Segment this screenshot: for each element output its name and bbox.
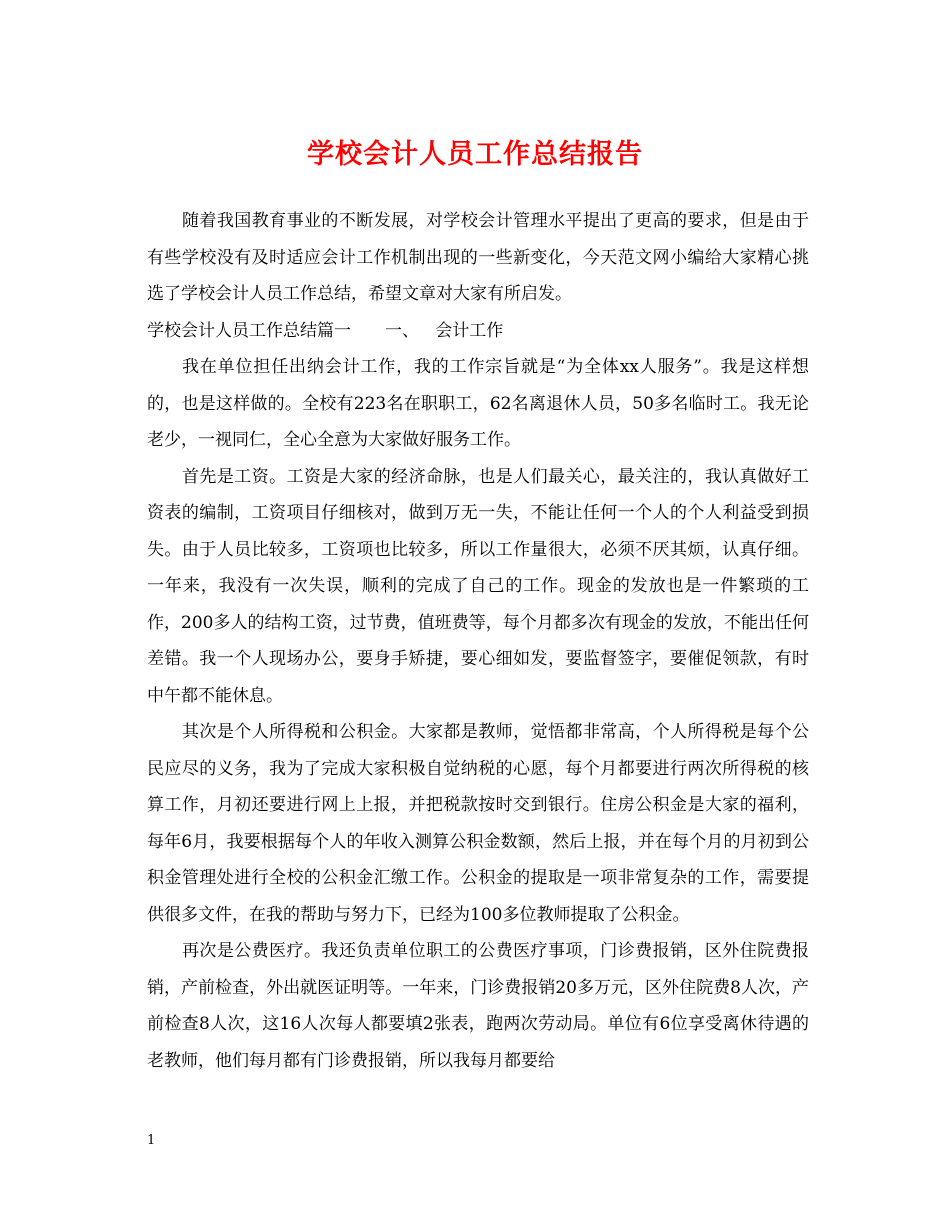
page-number: 1 <box>147 1133 156 1148</box>
section-heading <box>147 313 809 350</box>
intro-paragraph: 随着我国教育事业的不断发展，对学校会计管理水平提出了更高的要求，但是由于有些学校没有及时适应会计工作机制出现的一些新变化，今天范文网小编给大家精心挑选了学校会计人员工作总结，希望文章对大家有所启发。 <box>147 211 809 304</box>
body-paragraph: 再次是公费医疗。我还负责单位职工的公费医疗事项，门诊费报销，区外住院费报销，产前检查，外出就医证明等。一年来，门诊费报销20多万元，区外住院费8人次，产前检查8人次，这16人次每人都要填2张表，跑两次劳动局。单位有6位享受离休待遇的老教师，他们每月都有门诊费报销，所以我每月都要给 <box>147 941 809 1071</box>
document-title: 学校会计人员工作总结报告 <box>307 139 643 170</box>
body-paragraph: 其次是个人所得税和公积金。大家都是教师，觉悟都非常高，个人所得税是每个公民应尽的义务，我为了完成大家积极自觉纳税的心愿，每个月都要进行两次所得税的核算工作，月初还要进行网上上报，并把税款按时交到银行。住房公积金是大家的福利，每年6月，我要根据每个人的年收入测算公积金数额，然后上报，并在每个月的月初到公积金管理处进行全校的公积金汇缴工作。公积金的提取是一项非常复杂的工作，需要提供很多文件，在我的帮助与努力下，已经为100多位教师提取了公积金。 <box>147 722 809 925</box>
document-body <box>147 203 809 1079</box>
section-heading-subtitle: 会计工作 <box>435 320 504 341</box>
body-paragraph: 首先是工资。工资是大家的经济命脉，也是人们最关心，最关注的，我认真做好工资表的编制，工资项目仔细核对，做到万无一失，不能让任何一个人的个人利益受到损失。由于人员比较多，工资项也比较多，所以工作量很大，必须不厌其烦，认真仔细。一年来，我没有一次失误，顺利的完成了自己的工作。现金的发放也是一件繁琐的工作，200多人的结构工资，过节费，值班费等，每个月都多次有现金的发放，不能出任何差错。我一个人现场办公，要身手矫捷，要心细如发，要监督签字，要催促领款，有时中午都不能休息。 <box>147 466 809 706</box>
section-heading-title: 学校会计人员工作总结篇一 <box>147 320 351 341</box>
body-paragraph: 我在单位担任出纳会计工作，我的工作宗旨就是“为全体xx人服务”。我是这样想的，也是这样做的。全校有223名在职职工，62名离退休人员，50多名临时工。我无论老少，一视同仁，全心全意为大家做好服务工作。 <box>147 357 809 450</box>
section-heading-number: 一、 <box>385 320 419 341</box>
